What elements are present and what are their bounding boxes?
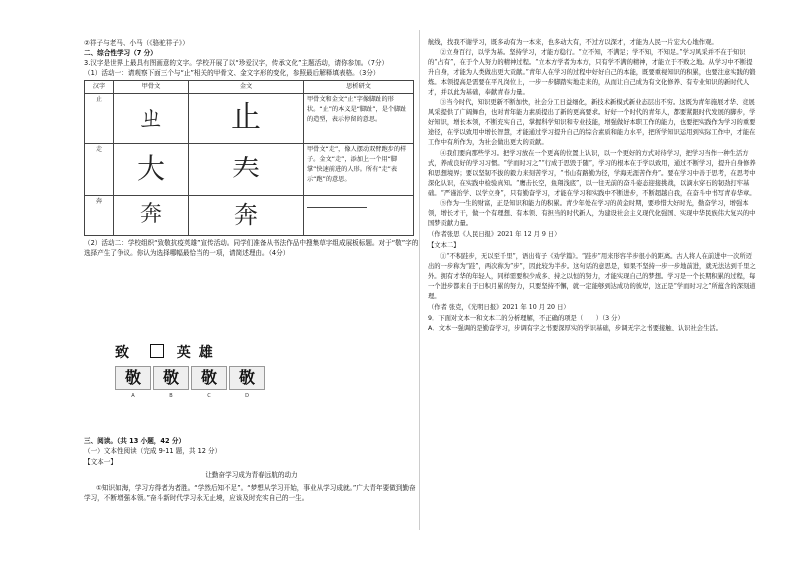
banner-title-a: 致 (115, 345, 137, 361)
question-3-intro: 3.汉字是世界上最具有图画意的文字。学校开展了以“珍爱汉字，传承文化”主题活动，请你参加。（7分） (84, 59, 389, 67)
subsection-1-heading: （一）文本性阅读（完成 9-11 题，共 12 分） (84, 447, 222, 455)
bronze-zou-glyph: 𡗗 (189, 144, 304, 196)
banner-figure (115, 342, 265, 399)
page-divider (419, 30, 424, 530)
article-para-1: ①知识如海，学习方得者为者胜。“学然后知不足”。“梦想从学习开始，事业从学习成就。”广大青年要做到勤奋学习，不断增强本领。”奋斗新时代学习永无止境，应该及时充实自己的一生。 (84, 484, 416, 502)
banner-options (115, 366, 265, 390)
right-para-5: ⑤作为一生的财富，正是知识和能力的积累。青少年处在学习的黄金时期，要珍惜大好时光，勤奋学习，增强本领，增长才干，做一个有理想、有本领、有担当的时代新人，为建设社会主义现代化强国、实现中华民族伟大复兴的中国梦贡献力量。 (428, 199, 756, 227)
left-column (84, 38, 419, 258)
explanation-zou: 甲骨文“走”，像人摆动双臂跑步的样子。金文“走”，添加上一个用“脚掌”快速前进的人形。所有“走”表示“跑”的意思。 (304, 144, 414, 196)
text-2-para: ①“不积跬步，无以至千里”，语出荀子《劝学篇》。“跬步”用来形容半步很小的距离。古人将人在前进中一次所迈出的一步称为“跬”，两次称为“步”，因此较为半步。这句话的意思是，如果不坚持一步一步地前进，就无法达到千里之外。拥有才华的年轻人，同样需要积少成多、持之以恒的努力，才能实现自己的梦想。学习是一个长期积累的过程，每一个进步都来自于日积月累的努力，只要坚持不懈，就一定能够到达成功的彼岸，这正是“学而时习之”所蕴含的深刻道理。 (428, 252, 756, 301)
text-2-label: 【文本二】 (428, 241, 460, 249)
option-a-label: A (131, 393, 135, 399)
oracle-zhi-glyph: ㄓ (114, 94, 189, 144)
article-title: 让勤奋学习成为青春远航的动力 (205, 471, 298, 479)
bronze-zhi-glyph: 止 (189, 94, 304, 144)
header-hanzi: 汉字 (85, 81, 114, 94)
row-char-ben: 奔 (85, 196, 114, 236)
row-char-zhi: 止 (85, 94, 114, 144)
source-1: （作者张思《人民日报》2021 年 12 月 9 日） (428, 230, 561, 238)
right-column (428, 38, 758, 334)
oracle-ben-glyph: 奔 (114, 196, 189, 236)
banner-title (115, 342, 265, 362)
line-top: ②祥子与老马、小马（《骆驼祥子》） (84, 39, 189, 47)
question-9: 9．下面对文本一和文本二的分析理解，不正确的项是（ ）（3 分） (428, 315, 624, 323)
option-d-glyph[interactable]: 敬 (229, 366, 265, 390)
answer-blank-line (307, 207, 367, 208)
right-para-0: 航线，找我不谢学习，既多动有为一本来，也多动大有，不过方以深才，才能为人民一片宏大心地作观。 (428, 39, 718, 46)
option-d-label: D (245, 393, 249, 399)
explanation-ben-blank[interactable] (304, 196, 414, 236)
option-c-glyph[interactable]: 敬 (191, 366, 227, 390)
oracle-zou-glyph: 大 (114, 144, 189, 196)
option-c-label: C (207, 393, 211, 399)
character-table (84, 80, 414, 236)
right-para-3: ③当今时代，知识更新不断加快，社会分工日益细化，新技术新模式新业态层出不穷。这既为青年施展才华、竞展风采提供了广阔舞台，也对青年能力素质提出了新的更高要求。好好一个时代的青年人，都要紧跟时代发展的脚步，学好知识，增长本领，不断充实自己，掌握科学知识和专业技能，增强做好本职工作的能力，也要把实践作为学习的重要途径，在学以致用中增长智慧，才能通过学习提升自己的综合素质和能力水平，把所学知识运用到实际工作中，才能在工作中有所作为，为社会做出更大的贡献。 (428, 99, 756, 147)
header-explanation: 思析研文 (304, 81, 414, 94)
banner-option-labels (115, 393, 265, 399)
option-b-glyph[interactable]: 敬 (153, 366, 189, 390)
row-char-zou: 走 (85, 144, 114, 196)
banner-blank-box (150, 344, 164, 358)
right-para-2: ②立身百行，以学为基。坚持学习，才能方稳行。“立不知，不满足；学不知，不知足。”学习风采并不在于知识的“占有”，在于个人努力的精神过程。“立本方学者为本方，只有学不满的精神，才能立于不败之地。从学习中不断提升自身，才能为人类做出更大贡献。”青年人在学习的过程中好好自己的本能，既要重视知识的积累，也要注意实践的锻炼。本领提高是需要在平凡岗位上，一步一步脚踏实地走来的，从而让自己成为有文化修养、有专业知识的新时代人才，并以此为基础，奉献青春力量。 (428, 49, 756, 97)
text-1-label: 【文本一】 (84, 458, 117, 466)
option-b-label: B (169, 393, 173, 399)
banner-title-b: 英雄 (176, 345, 221, 361)
header-oracle: 甲骨文 (114, 81, 189, 94)
option-a-glyph[interactable]: 敬 (115, 366, 151, 390)
section-3-heading: 三、阅读。（共 13 小题，42 分） (84, 437, 186, 445)
question-9-option-a[interactable]: A．文本一强调的是勤奋学习，步调有字之书要深厚实的学识基础，步调无字之书要接触、认识社会生活。 (428, 325, 722, 333)
left-column-lower (84, 436, 419, 503)
right-para-4: ④我们要向那些学习。把学习放在一个更高的位置上认识，以一个更好的方式对待学习，把学习当作一种生活方式，养成良好的学习习惯。“学而时习之”“行成于思毁于随”，学习的根本在于学以致用，通过不断学习，提升自身修养和思想境界；要以坚韧不拔的毅力来刻苦学习，“书山有路勤为径，学海无涯苦作舟”。要在学习中善于思考，在思考中深化认识，在实践中检验真知。“鹰击长空，鱼翔浅底”，以一往无前的奋斗姿态迎接挑战，以滴水穿石的韧劲打牢基础。“严谨治学、以学立身”，只有勤奋学习，才能在学习和实践中不断进步，不断超越自我，在奋斗中书写青春华章。 (428, 149, 756, 197)
source-2: （作者 张克，《光明日报》2021 年 10 月 20 日） (428, 304, 570, 312)
bronze-ben-glyph: 奔 (189, 196, 304, 236)
activity-2-instruction: （2）活动二：学校组织“致敬抗疫英雄”宣传活动。同学们准备从书法作品中搜集草字组成展板标题。对于“敬”字的选择产生了争议。你认为选择哪幅最恰当的一项，请简述理由。（4分） (84, 239, 419, 257)
header-bronze: 金文 (189, 81, 304, 94)
activity-1-instruction: （1）活动一：请观察下面三个与“止”相关的甲骨文、金文字形的变化，参照最后解释填表格。（3分） (84, 69, 380, 77)
section-2-heading: 二、综合性学习（7 分） (84, 49, 157, 57)
explanation-zhi: 甲骨文和金文“止”字像脚趾的形状。“止”的本义是“脚趾”，是个脚趾的造型，表示停留的意思。 (304, 94, 414, 144)
